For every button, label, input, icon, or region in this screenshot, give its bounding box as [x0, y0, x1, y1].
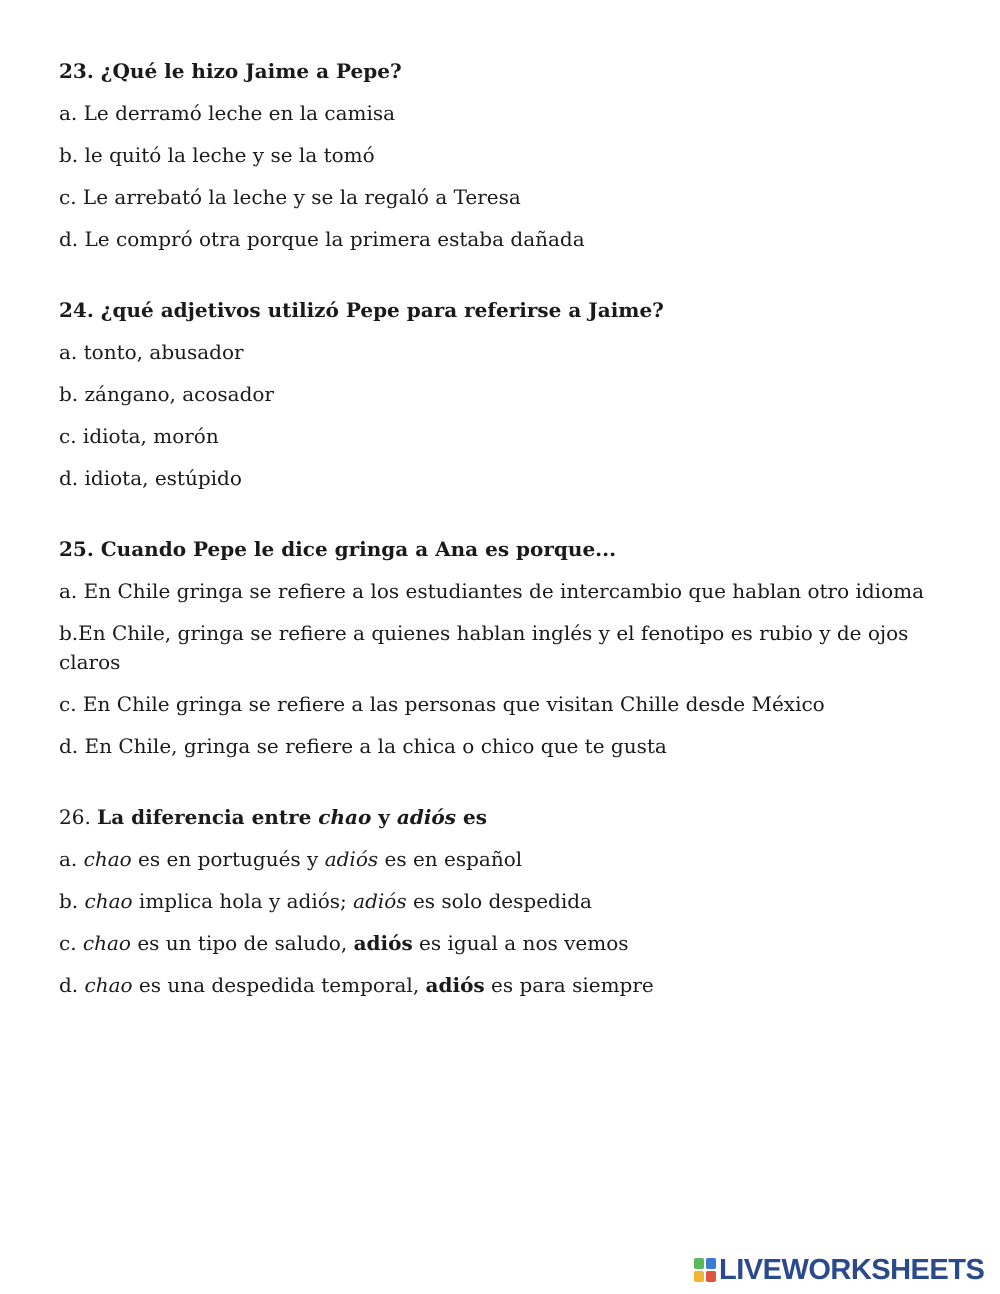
question-24 — [59, 296, 959, 493]
question-26 — [59, 803, 959, 1000]
liveworksheets-logo-icon — [694, 1258, 716, 1282]
answer-option-d: d. chao es una despedida temporal, adiós es para siempre — [59, 973, 654, 997]
term-adios: adiós — [396, 805, 457, 829]
answer-option-b: b. chao implica hola y adiós; adiós es solo despedida — [59, 889, 592, 913]
answer-option-b: b.En Chile, gringa se refiere a quienes hablan inglés y el fenotipo es rubio y de ojos claros — [59, 621, 909, 674]
question-title: 26. La diferencia entre chao y adiós es — [59, 805, 487, 829]
question-title: 23. ¿Qué le hizo Jaime a Pepe? — [59, 59, 402, 83]
liveworksheets-logo-text: LIVEWORKSHEETS — [719, 1254, 985, 1286]
answer-option-c: c. En Chile gringa se refiere a las personas que visitan Chille desde México — [59, 692, 825, 716]
answer-option-d: d. Le compró otra porque la primera estaba dañada — [59, 227, 585, 251]
answer-option-a: a. Le derramó leche en la camisa — [59, 101, 396, 125]
worksheet — [59, 57, 959, 1042]
question-number: 26. — [59, 805, 98, 829]
answer-option-b: b. le quitó la leche y se la tomó — [59, 143, 375, 167]
answer-option-d: d. idiota, estúpido — [59, 466, 242, 490]
answer-option-d: d. En Chile, gringa se refiere a la chica o chico que te gusta — [59, 734, 667, 758]
answer-option-c: c. chao es un tipo de saludo, adiós es igual a nos vemos — [59, 931, 629, 955]
question-title: 24. ¿qué adjetivos utilizó Pepe para referirse a Jaime? — [59, 298, 664, 322]
answer-option-c: c. idiota, morón — [59, 424, 219, 448]
answer-option-a: a. En Chile gringa se refiere a los estudiantes de intercambio que hablan otro idioma — [59, 579, 925, 603]
answer-option-b: b. zángano, acosador — [59, 382, 274, 406]
answer-option-c: c. Le arrebató la leche y se la regaló a Teresa — [59, 185, 521, 209]
liveworksheets-logo — [694, 1255, 994, 1285]
question-25 — [59, 535, 959, 761]
term-chao: chao — [318, 805, 372, 829]
question-23 — [59, 57, 959, 254]
question-title: 25. Cuando Pepe le dice gringa a Ana es porque... — [59, 537, 617, 561]
answer-option-a: a. chao es en portugués y adiós es en español — [59, 847, 523, 871]
answer-option-a: a. tonto, abusador — [59, 340, 244, 364]
